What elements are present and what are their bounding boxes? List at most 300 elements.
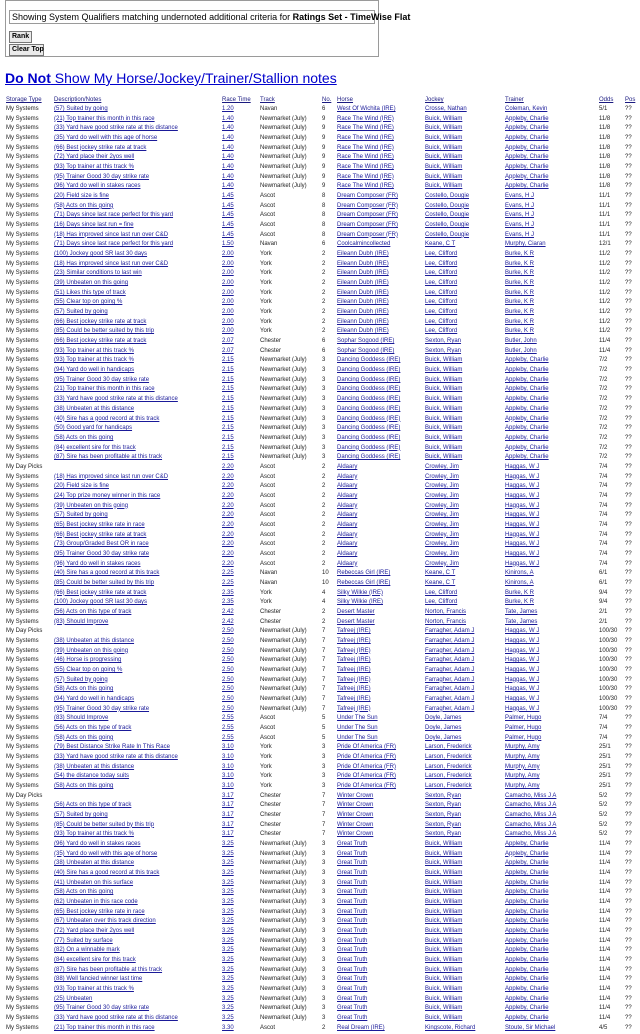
trainer-link[interactable]: Coleman, Kevin xyxy=(505,106,548,112)
jockey-link[interactable]: Buick, William xyxy=(425,995,463,1002)
horse-link[interactable]: Coolcalmincollected xyxy=(337,241,391,248)
horse-link[interactable]: West Of Wichita (IRE) xyxy=(337,106,396,112)
description-link[interactable]: (55) Clear top on going % xyxy=(54,299,123,306)
jockey-link[interactable]: Sexton, Ryan xyxy=(425,821,462,828)
horse-link[interactable]: Race The Wind (IRE) xyxy=(337,135,394,142)
trainer-link[interactable]: Burke, K R xyxy=(505,328,535,335)
horse-link[interactable]: Dancing Goddess (IRE) xyxy=(337,425,401,432)
description-link[interactable]: (95) Trainer Good 30 day strike rate xyxy=(54,376,150,383)
horse-link[interactable]: Aldaary xyxy=(337,541,358,548)
trainer-link[interactable]: Appleby, Charlie xyxy=(505,135,549,142)
jockey-link[interactable]: Crowley, Jim xyxy=(425,473,459,480)
description-link[interactable]: (40) Sire has a good record at this track xyxy=(54,570,160,577)
horse-link[interactable]: Race The Wind (IRE) xyxy=(337,115,394,122)
race-time-link[interactable]: 2.50 xyxy=(222,676,234,683)
trainer-link[interactable]: Haggas, W J xyxy=(505,541,540,548)
trainer-link[interactable]: Murphy, Amy xyxy=(505,773,540,780)
trainer-link[interactable]: Haggas, W J xyxy=(505,695,540,702)
race-time-link[interactable]: 2.35 xyxy=(222,599,234,606)
race-time-link[interactable]: 1.45 xyxy=(222,222,234,229)
horse-link[interactable]: Aldaary xyxy=(337,512,358,519)
trainer-link[interactable]: Appleby, Charlie xyxy=(505,899,549,906)
trainer-link[interactable]: Haggas, W J xyxy=(505,686,540,693)
race-time-link[interactable]: 2.20 xyxy=(222,521,234,528)
horse-link[interactable]: Great Truth xyxy=(337,879,368,886)
column-header-trainer[interactable]: Trainer xyxy=(505,97,524,103)
trainer-link[interactable]: Appleby, Charlie xyxy=(505,415,549,422)
trainer-link[interactable]: Appleby, Charlie xyxy=(505,144,549,151)
jockey-link[interactable]: Buick, William xyxy=(425,879,463,886)
race-time-link[interactable]: 3.25 xyxy=(222,850,234,857)
horse-link[interactable]: Great Truth xyxy=(337,947,368,954)
description-link[interactable]: (50) Good yard for handicaps xyxy=(54,425,133,432)
race-time-link[interactable]: 3.17 xyxy=(222,821,234,828)
jockey-link[interactable]: Costello, Dougie xyxy=(425,212,470,219)
trainer-link[interactable]: Appleby, Charlie xyxy=(505,957,549,964)
horse-link[interactable]: Dancing Goddess (IRE) xyxy=(337,444,401,451)
description-link[interactable]: (88) Well fancied winner last time xyxy=(54,976,143,983)
trainer-link[interactable]: Evans, H J xyxy=(505,222,535,229)
description-link[interactable]: (58) Acts on this going xyxy=(54,734,114,741)
race-time-link[interactable]: 3.17 xyxy=(222,802,234,809)
description-link[interactable]: (94) Yard do well in handicaps xyxy=(54,367,135,374)
trainer-link[interactable]: Camacho, Miss J A xyxy=(505,802,557,809)
jockey-link[interactable]: Buick, William xyxy=(425,367,463,374)
jockey-link[interactable]: Crowley, Jim xyxy=(425,502,459,509)
horse-link[interactable]: Eileann Dubh (IRE) xyxy=(337,318,389,325)
description-link[interactable]: (72) Yard place their 2yos well xyxy=(54,154,135,161)
race-time-link[interactable]: 2.00 xyxy=(222,270,234,277)
trainer-link[interactable]: Appleby, Charlie xyxy=(505,183,549,190)
description-link[interactable]: (33) Yard have good strike rate at this distance xyxy=(54,125,178,132)
trainer-link[interactable]: Appleby, Charlie xyxy=(505,976,549,983)
race-time-link[interactable]: 3.25 xyxy=(222,1005,234,1012)
jockey-link[interactable]: Buick, William xyxy=(425,164,463,171)
trainer-link[interactable]: Haggas, W J xyxy=(505,521,540,528)
jockey-link[interactable]: Buick, William xyxy=(425,396,463,403)
jockey-link[interactable]: Buick, William xyxy=(425,405,463,412)
description-link[interactable]: (62) Unbeaten in this race code xyxy=(54,899,138,906)
trainer-link[interactable]: Murphy, Amy xyxy=(505,783,540,790)
trainer-link[interactable]: Evans, H J xyxy=(505,231,535,238)
trainer-link[interactable]: Appleby, Charlie xyxy=(505,986,549,993)
race-time-link[interactable]: 3.17 xyxy=(222,792,234,799)
race-time-link[interactable]: 2.15 xyxy=(222,444,234,451)
horse-link[interactable]: Tafreej (IRE) xyxy=(337,695,371,702)
jockey-link[interactable]: Costello, Dougie xyxy=(425,193,470,200)
horse-link[interactable]: Race The Wind (IRE) xyxy=(337,164,394,171)
horse-link[interactable]: Tafreej (IRE) xyxy=(337,637,371,644)
jockey-link[interactable]: Farragher, Adam J xyxy=(425,637,475,644)
horse-link[interactable]: Winter Crown xyxy=(337,812,374,819)
description-link[interactable]: (58) Acts on this going xyxy=(54,434,114,441)
race-time-link[interactable]: 2.20 xyxy=(222,502,234,509)
trainer-link[interactable]: Evans, H J xyxy=(505,193,535,200)
trainer-link[interactable]: Burke, K R xyxy=(505,599,535,606)
race-time-link[interactable]: 3.25 xyxy=(222,889,234,896)
horse-link[interactable]: Tafreej (IRE) xyxy=(337,705,371,712)
description-link[interactable]: (87) Sire has been profitable at this track xyxy=(54,454,163,461)
description-link[interactable]: (93) Top trainer at this track % xyxy=(54,831,134,838)
jockey-link[interactable]: Buick, William xyxy=(425,908,463,915)
trainer-link[interactable]: Appleby, Charlie xyxy=(505,405,549,412)
column-header-race-time[interactable]: Race Time xyxy=(222,97,251,103)
description-link[interactable]: (39) Unbeaten on this going xyxy=(54,502,129,509)
do-not-link[interactable]: Do Not xyxy=(5,70,51,86)
race-time-link[interactable]: 2.00 xyxy=(222,251,234,258)
horse-link[interactable]: Dancing Goddess (IRE) xyxy=(337,367,401,374)
jockey-link[interactable]: Buick, William xyxy=(425,937,463,944)
race-time-link[interactable]: 2.15 xyxy=(222,415,234,422)
description-link[interactable]: (23) Similar conditions to last win xyxy=(54,270,142,277)
trainer-link[interactable]: Kinirons, A xyxy=(505,570,534,577)
description-link[interactable]: (20) Field size is fine xyxy=(54,193,110,200)
description-link[interactable]: (58) Acts on this going xyxy=(54,202,114,209)
jockey-link[interactable]: Buick, William xyxy=(425,386,463,393)
horse-link[interactable]: Silky Wilkie (IRE) xyxy=(337,599,383,606)
trainer-link[interactable]: Haggas, W J xyxy=(505,705,540,712)
trainer-link[interactable]: Haggas, W J xyxy=(505,483,540,490)
race-time-link[interactable]: 2.15 xyxy=(222,386,234,393)
horse-link[interactable]: Pride Of America (FR) xyxy=(337,783,397,790)
description-link[interactable]: (79) Best Distance Strike Rate In This Race xyxy=(54,744,170,751)
jockey-link[interactable]: Buick, William xyxy=(425,444,463,451)
race-time-link[interactable]: 1.40 xyxy=(222,125,234,132)
trainer-link[interactable]: Haggas, W J xyxy=(505,550,540,557)
race-time-link[interactable]: 1.40 xyxy=(222,115,234,122)
jockey-link[interactable]: Keane, C T xyxy=(425,241,456,248)
horse-link[interactable]: Great Truth xyxy=(337,860,368,867)
horse-link[interactable]: Great Truth xyxy=(337,976,368,983)
jockey-link[interactable]: Lee, Clifford xyxy=(425,589,458,596)
description-link[interactable]: (67) Unbeaten over this track direction xyxy=(54,918,156,925)
trainer-link[interactable]: Haggas, W J xyxy=(505,531,540,538)
horse-link[interactable]: Dancing Goddess (IRE) xyxy=(337,357,401,364)
jockey-link[interactable]: Crowley, Jim xyxy=(425,512,459,519)
jockey-link[interactable]: Farragher, Adam J xyxy=(425,686,475,693)
horse-link[interactable]: Eileann Dubh (IRE) xyxy=(337,309,389,316)
horse-link[interactable]: Pride Of America (FR) xyxy=(337,763,397,770)
jockey-link[interactable]: Buick, William xyxy=(425,115,463,122)
horse-link[interactable]: Sophar Sogood (IRE) xyxy=(337,347,395,354)
trainer-link[interactable]: Appleby, Charlie xyxy=(505,841,549,848)
description-link[interactable]: (95) Trainer Good 30 day strike rate xyxy=(54,705,150,712)
horse-link[interactable]: Desert Master xyxy=(337,608,375,615)
horse-link[interactable]: Rebeccas Girl (IRE) xyxy=(337,570,391,577)
race-time-link[interactable]: 1.40 xyxy=(222,144,234,151)
trainer-link[interactable]: Murphy, Ciaran xyxy=(505,241,546,248)
horse-link[interactable]: Dream Composer (FR) xyxy=(337,193,399,200)
trainer-link[interactable]: Appleby, Charlie xyxy=(505,396,549,403)
clear-top-button[interactable]: Clear Top xyxy=(9,44,44,56)
horse-link[interactable]: Great Truth xyxy=(337,1005,368,1012)
race-time-link[interactable]: 2.15 xyxy=(222,425,234,432)
race-time-link[interactable]: 2.00 xyxy=(222,328,234,335)
jockey-link[interactable]: Buick, William xyxy=(425,850,463,857)
horse-link[interactable]: Dancing Goddess (IRE) xyxy=(337,415,401,422)
jockey-link[interactable]: Buick, William xyxy=(425,928,463,935)
jockey-link[interactable]: Sexton, Ryan xyxy=(425,347,462,354)
trainer-link[interactable]: Tate, James xyxy=(505,618,538,625)
trainer-link[interactable]: Burke, K R xyxy=(505,318,535,325)
trainer-link[interactable]: Appleby, Charlie xyxy=(505,1005,549,1012)
horse-link[interactable]: Pride Of America (FR) xyxy=(337,773,397,780)
jockey-link[interactable]: Larson, Frederick xyxy=(425,744,472,751)
horse-link[interactable]: Great Truth xyxy=(337,1015,368,1022)
trainer-link[interactable]: Palmer, Hugo xyxy=(505,734,542,741)
horse-link[interactable]: Dancing Goddess (IRE) xyxy=(337,454,401,461)
jockey-link[interactable]: Lee, Clifford xyxy=(425,280,458,287)
description-link[interactable]: (84) excellent sire for this track xyxy=(54,957,136,964)
horse-link[interactable]: Great Truth xyxy=(337,908,368,915)
race-time-link[interactable]: 2.15 xyxy=(222,357,234,364)
horse-link[interactable]: Eileann Dubh (IRE) xyxy=(337,299,389,306)
description-link[interactable]: (56) Acts on this type of track xyxy=(54,725,132,731)
trainer-link[interactable]: Appleby, Charlie xyxy=(505,376,549,383)
horse-link[interactable]: Eileann Dubh (IRE) xyxy=(337,280,389,287)
jockey-link[interactable]: Lee, Clifford xyxy=(425,599,458,606)
jockey-link[interactable]: Sexton, Ryan xyxy=(425,338,462,345)
race-time-link[interactable]: 2.20 xyxy=(222,541,234,548)
jockey-link[interactable]: Doyle, James xyxy=(425,725,462,731)
horse-link[interactable]: Eileann Dubh (IRE) xyxy=(337,260,389,267)
jockey-link[interactable]: Farragher, Adam J xyxy=(425,705,475,712)
description-link[interactable]: (18) Has improved since last run over C&D xyxy=(54,473,169,480)
jockey-link[interactable]: Farragher, Adam J xyxy=(425,666,475,673)
jockey-link[interactable]: Buick, William xyxy=(425,957,463,964)
jockey-link[interactable]: Buick, William xyxy=(425,899,463,906)
trainer-link[interactable]: Murphy, Amy xyxy=(505,754,540,761)
race-time-link[interactable]: 1.40 xyxy=(222,183,234,190)
jockey-link[interactable]: Keane, C T xyxy=(425,570,456,577)
race-time-link[interactable]: 2.20 xyxy=(222,531,234,538)
horse-link[interactable]: Eileann Dubh (IRE) xyxy=(337,328,389,335)
jockey-link[interactable]: Crowley, Jim xyxy=(425,492,459,499)
race-time-link[interactable]: 2.15 xyxy=(222,405,234,412)
description-link[interactable]: (21) Top trainer this month in this race xyxy=(54,1024,155,1031)
race-time-link[interactable]: 2.20 xyxy=(222,483,234,490)
jockey-link[interactable]: Buick, William xyxy=(425,889,463,896)
race-time-link[interactable]: 2.20 xyxy=(222,463,234,470)
trainer-link[interactable]: Appleby, Charlie xyxy=(505,434,549,441)
jockey-link[interactable]: Buick, William xyxy=(425,415,463,422)
description-link[interactable]: (25) Unbeaten xyxy=(54,995,93,1002)
description-link[interactable]: (38) Unbeaten at this distance xyxy=(54,637,135,644)
race-time-link[interactable]: 3.25 xyxy=(222,957,234,964)
description-link[interactable]: (66) Best jockey strike rate at track xyxy=(54,144,147,151)
race-time-link[interactable]: 2.50 xyxy=(222,686,234,693)
horse-link[interactable]: Pride Of America (FR) xyxy=(337,754,397,761)
horse-link[interactable]: Great Truth xyxy=(337,957,368,964)
trainer-link[interactable]: Burke, K R xyxy=(505,280,535,287)
horse-link[interactable]: Rebeccas Girl (IRE) xyxy=(337,579,391,586)
description-link[interactable]: (39) Unbeaten on this going xyxy=(54,280,129,287)
column-header-number[interactable]: No. xyxy=(322,97,332,103)
trainer-link[interactable]: Appleby, Charlie xyxy=(505,444,549,451)
race-time-link[interactable]: 3.10 xyxy=(222,773,234,780)
trainer-link[interactable]: Burke, K R xyxy=(505,260,535,267)
horse-link[interactable]: Tafreej (IRE) xyxy=(337,676,371,683)
horse-link[interactable]: Aldaary xyxy=(337,531,358,538)
trainer-link[interactable]: Appleby, Charlie xyxy=(505,367,549,374)
race-time-link[interactable]: 3.25 xyxy=(222,928,234,935)
jockey-link[interactable]: Lee, Clifford xyxy=(425,328,458,335)
race-time-link[interactable]: 1.45 xyxy=(222,202,234,209)
jockey-link[interactable]: Crowley, Jim xyxy=(425,560,459,567)
trainer-link[interactable]: Appleby, Charlie xyxy=(505,125,549,132)
jockey-link[interactable]: Buick, William xyxy=(425,1005,463,1012)
trainer-link[interactable]: Butler, John xyxy=(505,338,537,345)
horse-link[interactable]: Winter Crown xyxy=(337,802,374,809)
race-time-link[interactable]: 1.50 xyxy=(222,241,234,248)
description-link[interactable]: (33) Yard have good strike rate at this distance xyxy=(54,754,178,761)
description-link[interactable]: (18) Has improved since last run over C&D xyxy=(54,231,169,238)
horse-link[interactable]: Dream Composer (FR) xyxy=(337,212,399,219)
trainer-link[interactable]: Evans, H J xyxy=(505,202,535,209)
race-time-link[interactable]: 3.10 xyxy=(222,763,234,770)
race-time-link[interactable]: 1.20 xyxy=(222,106,234,112)
horse-link[interactable]: Real Dream (IRE) xyxy=(337,1024,385,1031)
trainer-link[interactable]: Appleby, Charlie xyxy=(505,357,549,364)
description-link[interactable]: (16) Days since last run = fine xyxy=(54,222,134,229)
horse-link[interactable]: Sophar Sogood (IRE) xyxy=(337,338,395,345)
description-link[interactable]: (33) Yard have good strike rate at this distance xyxy=(54,1015,178,1022)
race-time-link[interactable]: 2.50 xyxy=(222,628,234,635)
description-link[interactable]: (87) Sire has been profitable at this track xyxy=(54,966,163,973)
horse-link[interactable]: Great Truth xyxy=(337,870,368,877)
race-time-link[interactable]: 3.10 xyxy=(222,744,234,751)
race-time-link[interactable]: 1.45 xyxy=(222,231,234,238)
horse-link[interactable]: Great Truth xyxy=(337,899,368,906)
jockey-link[interactable]: Lee, Clifford xyxy=(425,270,458,277)
jockey-link[interactable]: Doyle, James xyxy=(425,715,462,722)
jockey-link[interactable]: Farragher, Adam J xyxy=(425,657,475,664)
description-link[interactable]: (66) Best jockey strike rate at track xyxy=(54,589,147,596)
race-time-link[interactable]: 2.25 xyxy=(222,579,234,586)
jockey-link[interactable]: Norton, Francis xyxy=(425,608,467,615)
jockey-link[interactable]: Buick, William xyxy=(425,434,463,441)
trainer-link[interactable]: Appleby, Charlie xyxy=(505,164,549,171)
jockey-link[interactable]: Buick, William xyxy=(425,1015,463,1022)
jockey-link[interactable]: Larson, Frederick xyxy=(425,773,472,780)
horse-link[interactable]: Aldaary xyxy=(337,550,358,557)
description-link[interactable]: (96) Yard do well in stakes races xyxy=(54,560,141,567)
race-time-link[interactable]: 3.25 xyxy=(222,841,234,848)
trainer-link[interactable]: Burke, K R xyxy=(505,251,535,258)
trainer-link[interactable]: Camacho, Miss J A xyxy=(505,812,557,819)
trainer-link[interactable]: Appleby, Charlie xyxy=(505,386,549,393)
description-link[interactable]: (54) the distance today suits xyxy=(54,773,130,780)
horse-link[interactable]: Race The Wind (IRE) xyxy=(337,154,394,161)
jockey-link[interactable]: Farragher, Adam J xyxy=(425,676,475,683)
trainer-link[interactable]: Tate, James xyxy=(505,608,538,615)
race-time-link[interactable]: 2.50 xyxy=(222,647,234,654)
trainer-link[interactable]: Haggas, W J xyxy=(505,492,540,499)
trainer-link[interactable]: Appleby, Charlie xyxy=(505,454,549,461)
horse-link[interactable]: Tafreej (IRE) xyxy=(337,647,371,654)
horse-link[interactable]: Tafreej (IRE) xyxy=(337,628,371,635)
jockey-link[interactable]: Buick, William xyxy=(425,357,463,364)
description-link[interactable]: (95) Trainer Good 30 day strike rate xyxy=(54,173,150,180)
trainer-link[interactable]: Camacho, Miss J A xyxy=(505,821,557,828)
jockey-link[interactable]: Crosse, Nathan xyxy=(425,106,467,112)
race-time-link[interactable]: 2.20 xyxy=(222,550,234,557)
race-time-link[interactable]: 3.25 xyxy=(222,976,234,983)
description-link[interactable]: (18) Has improved since last run over C&D xyxy=(54,260,169,267)
horse-link[interactable]: Great Truth xyxy=(337,937,368,944)
horse-link[interactable]: Eileann Dubh (IRE) xyxy=(337,251,389,258)
description-link[interactable]: (66) Best jockey strike rate at track xyxy=(54,338,147,345)
description-link[interactable]: (51) Likes this type of track xyxy=(54,289,126,296)
trainer-link[interactable]: Appleby, Charlie xyxy=(505,918,549,925)
description-link[interactable]: (71) Days since last race perfect for this yard xyxy=(54,212,174,219)
jockey-link[interactable]: Costello, Dougie xyxy=(425,231,470,238)
race-time-link[interactable]: 1.45 xyxy=(222,193,234,200)
description-link[interactable]: (96) Yard do well in stakes races xyxy=(54,183,141,190)
trainer-link[interactable]: Appleby, Charlie xyxy=(505,995,549,1002)
jockey-link[interactable]: Crowley, Jim xyxy=(425,483,459,490)
trainer-link[interactable]: Palmer, Hugo xyxy=(505,725,542,731)
race-time-link[interactable]: 2.50 xyxy=(222,637,234,644)
description-link[interactable]: (77) Suited by surface xyxy=(54,937,113,944)
race-time-link[interactable]: 2.00 xyxy=(222,280,234,287)
trainer-link[interactable]: Stoute, Sir Michael xyxy=(505,1024,556,1031)
horse-link[interactable]: Pride Of America (FR) xyxy=(337,744,397,751)
column-header-track[interactable]: Track xyxy=(260,97,275,103)
race-time-link[interactable]: 3.25 xyxy=(222,918,234,925)
description-link[interactable]: (100) Jockey good SR last 30 days xyxy=(54,251,148,258)
jockey-link[interactable]: Crowley, Jim xyxy=(425,521,459,528)
horse-link[interactable]: Great Truth xyxy=(337,850,368,857)
description-link[interactable]: (84) excellent sire for this track xyxy=(54,444,136,451)
trainer-link[interactable]: Appleby, Charlie xyxy=(505,870,549,877)
horse-link[interactable]: Under The Sun xyxy=(337,715,378,722)
jockey-link[interactable]: Buick, William xyxy=(425,183,463,190)
race-time-link[interactable]: 2.15 xyxy=(222,454,234,461)
jockey-link[interactable]: Buick, William xyxy=(425,841,463,848)
jockey-link[interactable]: Sexton, Ryan xyxy=(425,812,462,819)
description-link[interactable]: (24) Top prize money winner in this race xyxy=(54,492,161,499)
trainer-link[interactable]: Camacho, Miss J A xyxy=(505,792,557,799)
horse-link[interactable]: Race The Wind (IRE) xyxy=(337,125,394,132)
jockey-link[interactable]: Buick, William xyxy=(425,154,463,161)
horse-link[interactable]: Winter Crown xyxy=(337,821,374,828)
jockey-link[interactable]: Keane, C T xyxy=(425,579,456,586)
horse-link[interactable]: Aldaary xyxy=(337,560,358,567)
jockey-link[interactable]: Costello, Dougie xyxy=(425,222,470,229)
description-link[interactable]: (93) Top trainer at this track % xyxy=(54,357,134,364)
trainer-link[interactable]: Haggas, W J xyxy=(505,657,540,664)
column-header-description[interactable]: Description/Notes xyxy=(54,97,102,103)
jockey-link[interactable]: Crowley, Jim xyxy=(425,463,459,470)
race-time-link[interactable]: 3.25 xyxy=(222,1015,234,1022)
race-time-link[interactable]: 2.50 xyxy=(222,695,234,702)
trainer-link[interactable]: Appleby, Charlie xyxy=(505,425,549,432)
jockey-link[interactable]: Larson, Frederick xyxy=(425,754,472,761)
race-time-link[interactable]: 1.40 xyxy=(222,164,234,171)
jockey-link[interactable]: Buick, William xyxy=(425,986,463,993)
jockey-link[interactable]: Buick, William xyxy=(425,947,463,954)
description-link[interactable]: (93) Top trainer at this track % xyxy=(54,164,134,171)
jockey-link[interactable]: Sexton, Ryan xyxy=(425,802,462,809)
jockey-link[interactable]: Lee, Clifford xyxy=(425,309,458,316)
description-link[interactable]: (95) Trainer Good 30 day strike rate xyxy=(54,1005,150,1012)
race-time-link[interactable]: 3.10 xyxy=(222,754,234,761)
trainer-link[interactable]: Burke, K R xyxy=(505,289,535,296)
description-link[interactable]: (94) Yard do well in handicaps xyxy=(54,695,135,702)
description-link[interactable]: (58) Acts on this going xyxy=(54,783,114,790)
jockey-link[interactable]: Lee, Clifford xyxy=(425,318,458,325)
